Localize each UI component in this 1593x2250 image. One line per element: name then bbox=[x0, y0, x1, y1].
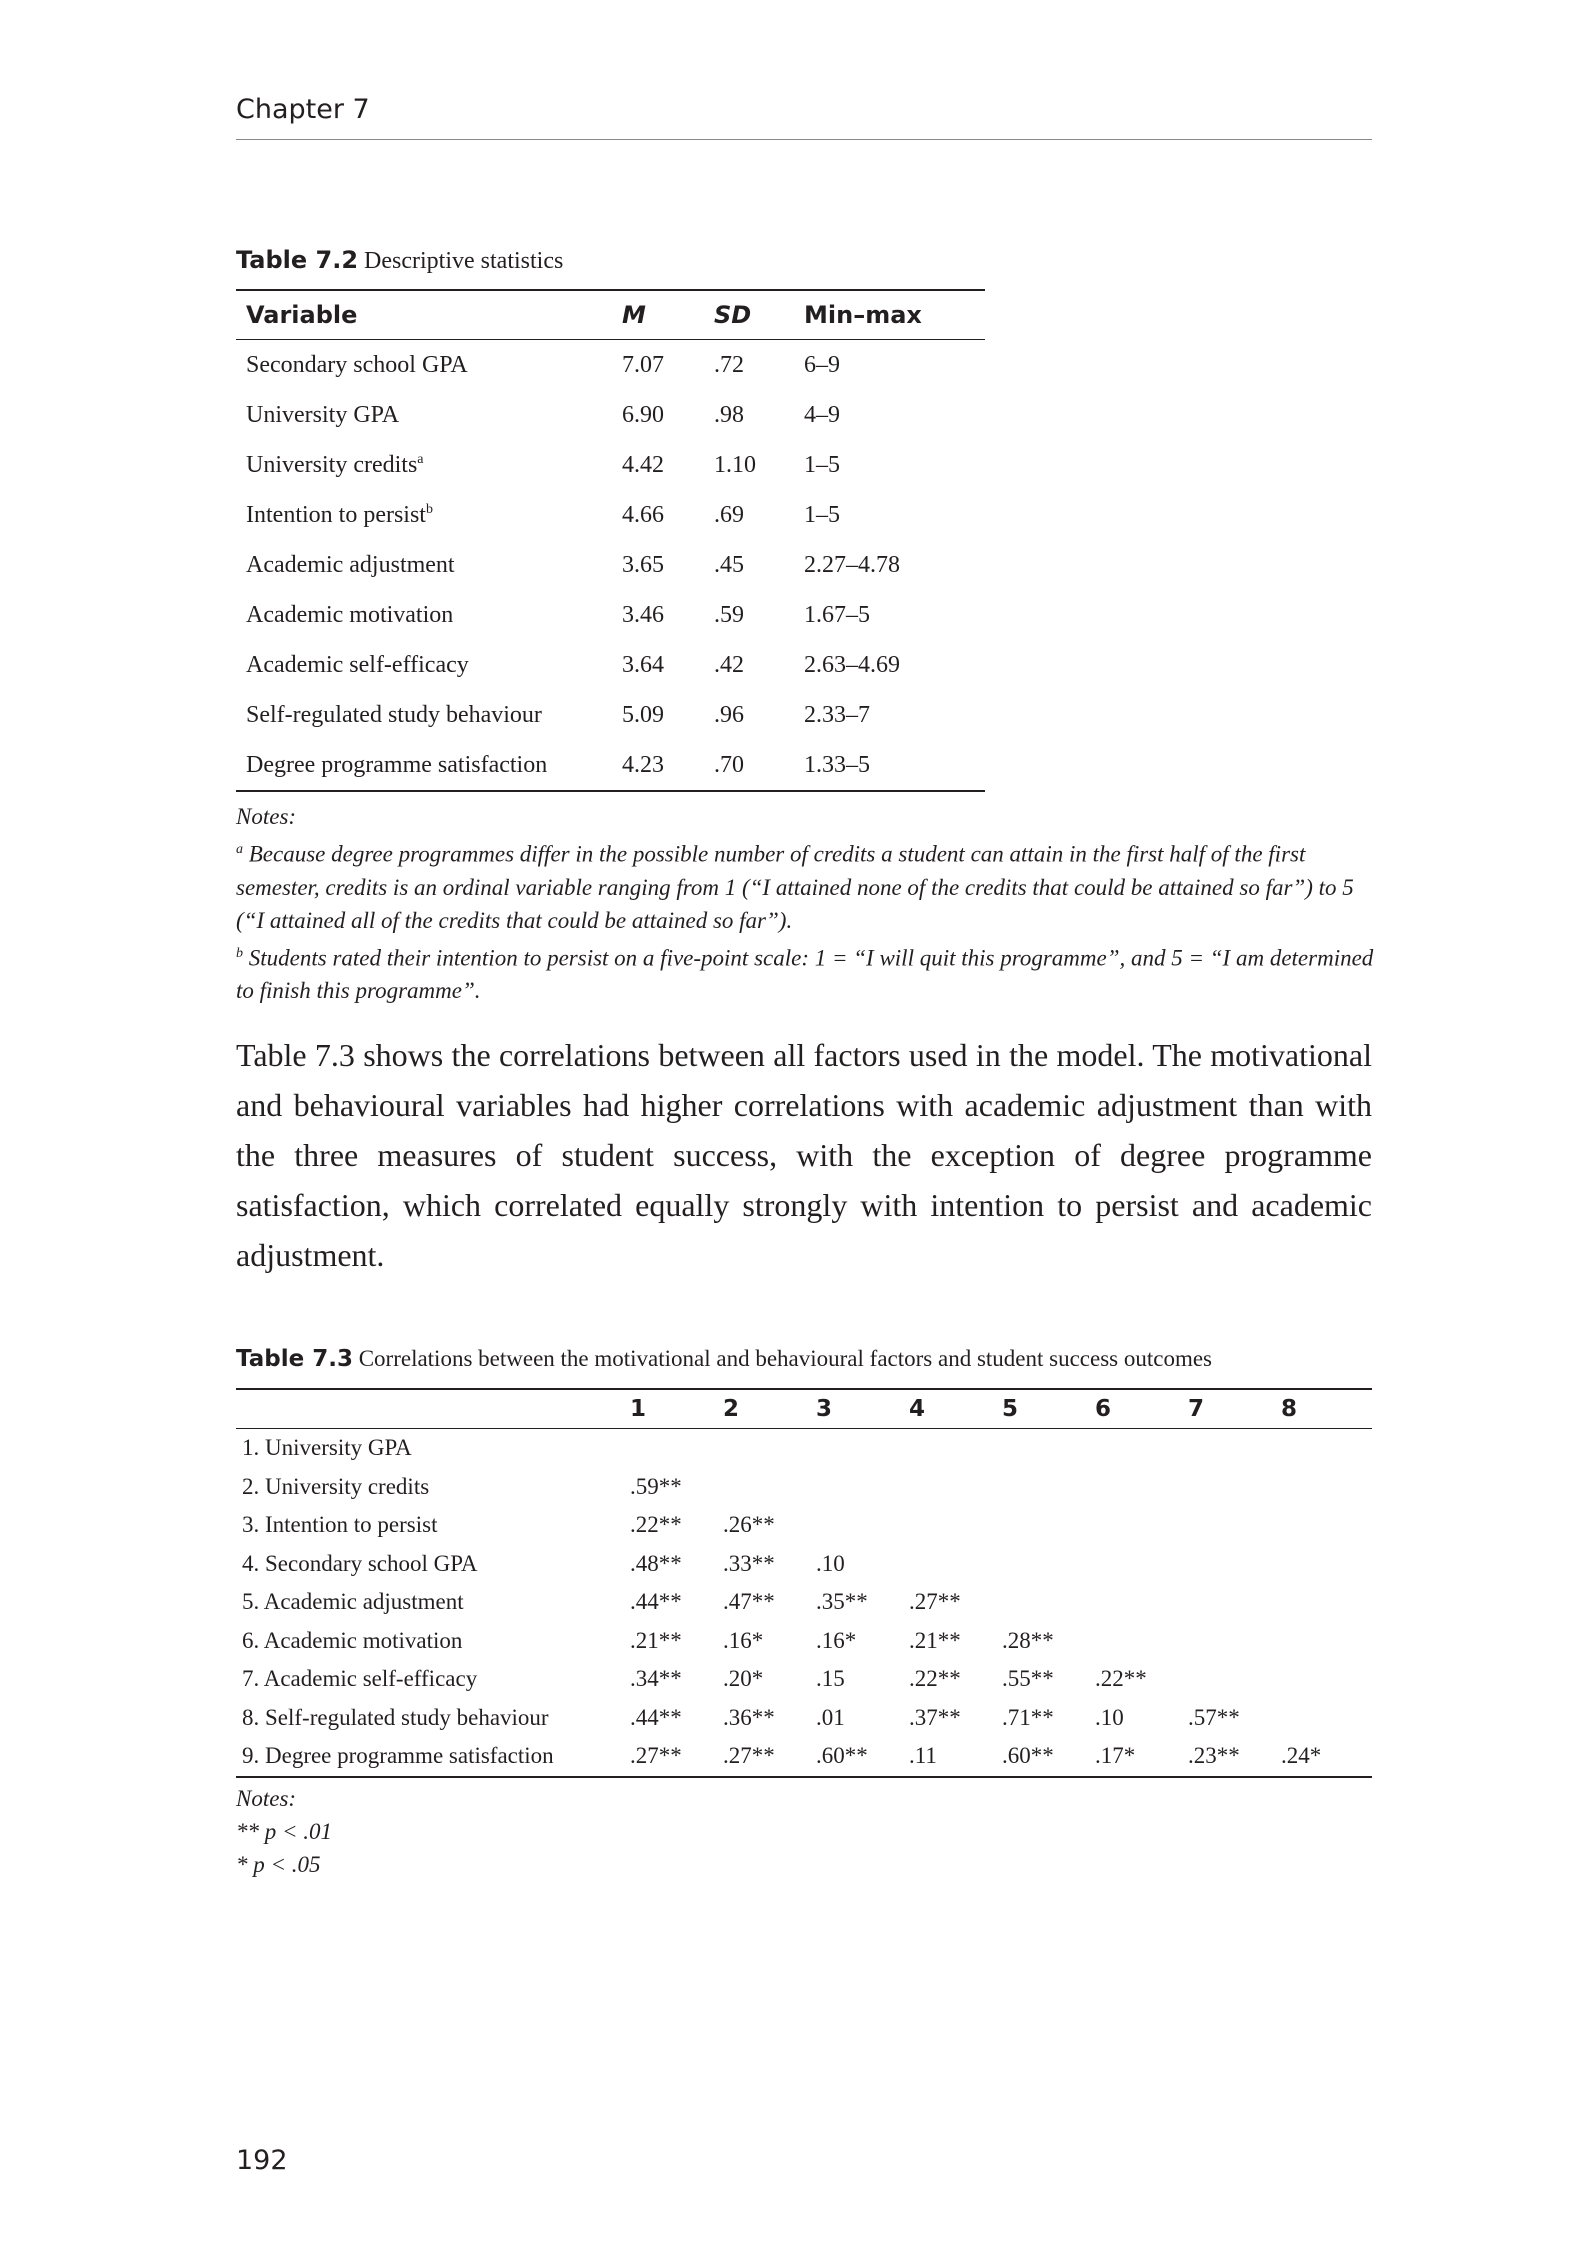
correlation-cell: .35** bbox=[816, 1589, 868, 1615]
correlation-cell: .44** bbox=[630, 1589, 682, 1615]
correlation-cell bbox=[1188, 1583, 1281, 1622]
correlation-cell: .11 bbox=[909, 1743, 937, 1769]
correlation-cell bbox=[1281, 1506, 1372, 1545]
correlation-cell: .71** bbox=[1002, 1704, 1054, 1730]
column-header-min-max: Min–max bbox=[804, 290, 985, 340]
correlation-cell: .21** bbox=[630, 1627, 682, 1653]
correlation-cell: .28** bbox=[1002, 1627, 1054, 1653]
row-label-cell: 6. Academic motivation bbox=[242, 1627, 463, 1653]
correlation-cell bbox=[816, 1506, 909, 1545]
variable-cell bbox=[236, 440, 622, 490]
variable-cell: Secondary school GPA bbox=[246, 351, 468, 378]
correlation-cell: .60** bbox=[816, 1743, 868, 1769]
table-7-3-title: Correlations between the motivational and behavioural factors and student success outcomes bbox=[358, 1346, 1213, 1371]
correlation-cell: .37** bbox=[909, 1704, 961, 1730]
table-row bbox=[236, 690, 985, 740]
correlation-cell bbox=[816, 1429, 909, 1468]
correlation-cell bbox=[816, 1468, 909, 1507]
correlation-cell: .47** bbox=[723, 1589, 775, 1615]
column-header-3: 3 bbox=[816, 1389, 909, 1429]
correlation-cell bbox=[1188, 1468, 1281, 1507]
descriptive-statistics-table bbox=[236, 289, 985, 792]
table-7-2-title: Descriptive statistics bbox=[364, 248, 564, 274]
table-7-3-caption bbox=[236, 1346, 1212, 1372]
correlation-cell: .16* bbox=[816, 1627, 857, 1653]
footnote-b bbox=[236, 937, 1376, 1008]
table-row bbox=[236, 740, 985, 791]
correlation-cell bbox=[909, 1545, 1002, 1584]
row-label-cell: 8. Self-regulated study behaviour bbox=[242, 1704, 549, 1730]
sd-cell: .42 bbox=[714, 651, 744, 678]
correlation-cell: .27** bbox=[630, 1743, 682, 1769]
sd-cell: .59 bbox=[714, 601, 744, 628]
column-header-7: 7 bbox=[1188, 1389, 1281, 1429]
correlation-cell: .48** bbox=[630, 1550, 682, 1576]
correlation-cell: .15 bbox=[816, 1666, 845, 1692]
correlation-cell bbox=[909, 1468, 1002, 1507]
variable-cell: Degree programme satisfaction bbox=[246, 751, 548, 778]
row-label-cell: 3. Intention to persist bbox=[242, 1512, 438, 1538]
table-row bbox=[236, 1660, 1372, 1699]
sd-cell: .69 bbox=[714, 501, 744, 528]
footnote-a-text: Because degree programmes differ in the possible number of credits a student can attain in the first half of the first semester, credits is an ordinal variable ranging from 1 (“I attained none of the credits that could be attained so far”) to 5 (“I attained all of the credits that could be attained so far”). bbox=[236, 841, 1354, 933]
table-row bbox=[236, 1737, 1372, 1777]
correlation-cell bbox=[723, 1429, 816, 1468]
variable-cell: Academic adjustment bbox=[246, 551, 455, 578]
variable-label: Intention to persist bbox=[246, 501, 426, 528]
row-label-cell: 4. Secondary school GPA bbox=[242, 1550, 478, 1576]
mean-cell: 6.90 bbox=[622, 401, 664, 428]
footnote-b-text: Students rated their intention to persist on a five-point scale: 1 = “I will quit this programme”, and 5 = “I am determined to finish this programme”. bbox=[236, 945, 1374, 1004]
variable-cell: Self-regulated study behaviour bbox=[246, 701, 542, 728]
table-row bbox=[236, 1545, 1372, 1584]
table-7-2-caption bbox=[236, 246, 563, 275]
table-7-2-label: Table 7.2 bbox=[236, 246, 359, 274]
min-max-cell: 2.63–4.69 bbox=[804, 651, 900, 678]
correlation-cell bbox=[1188, 1506, 1281, 1545]
row-label-cell: 9. Degree programme satisfaction bbox=[242, 1743, 554, 1769]
variable-cell bbox=[236, 490, 622, 540]
correlation-cell: .01 bbox=[816, 1704, 845, 1730]
footnote-a bbox=[236, 833, 1376, 937]
correlation-cell bbox=[1002, 1429, 1095, 1468]
table-7-3-notes bbox=[236, 1782, 1376, 1881]
correlations-table bbox=[236, 1388, 1372, 1778]
correlation-cell: .10 bbox=[816, 1550, 845, 1576]
mean-cell: 4.66 bbox=[622, 501, 664, 528]
table-row bbox=[236, 1583, 1372, 1622]
correlation-cell bbox=[1188, 1545, 1281, 1584]
correlation-cell bbox=[1095, 1468, 1188, 1507]
correlation-cell bbox=[1095, 1622, 1188, 1661]
footnote-mark-b: b bbox=[425, 501, 433, 517]
correlation-cell bbox=[1002, 1545, 1095, 1584]
correlation-cell: .33** bbox=[723, 1550, 775, 1576]
table-7-3-label: Table 7.3 bbox=[236, 1346, 353, 1372]
correlation-cell: .59** bbox=[630, 1473, 682, 1499]
correlation-cell bbox=[1281, 1583, 1372, 1622]
correlation-cell bbox=[1002, 1468, 1095, 1507]
running-header bbox=[236, 92, 1372, 140]
correlation-cell bbox=[909, 1506, 1002, 1545]
table-row bbox=[236, 440, 985, 490]
row-label-cell: 7. Academic self-efficacy bbox=[242, 1666, 478, 1692]
table-row bbox=[236, 1468, 1372, 1507]
correlation-cell: .27** bbox=[723, 1743, 775, 1769]
mean-cell: 3.46 bbox=[622, 601, 664, 628]
table-row bbox=[236, 640, 985, 690]
correlation-cell: .10 bbox=[1095, 1704, 1124, 1730]
significance-note-05: * p < .05 bbox=[236, 1852, 321, 1877]
correlation-cell bbox=[1188, 1429, 1281, 1468]
column-header-blank bbox=[236, 1389, 630, 1429]
body-paragraph: Table 7.3 shows the correlations between all factors used in the model. The motivational and behavioural variables had higher correlations with academic adjustment than with the three measures of student success, with the exception of degree programme satisfaction, which correlated equally strongly with intention to persist and academic adjustment. bbox=[236, 1037, 1372, 1273]
table-row bbox=[236, 1622, 1372, 1661]
correlation-cell: .22** bbox=[630, 1512, 682, 1538]
footnote-mark-a: a bbox=[417, 451, 424, 467]
footnote-a-mark: a bbox=[236, 842, 243, 857]
min-max-cell: 4–9 bbox=[804, 401, 840, 428]
correlation-cell bbox=[1281, 1622, 1372, 1661]
sd-cell: .72 bbox=[714, 351, 744, 378]
correlation-cell: .55** bbox=[1002, 1666, 1054, 1692]
column-header-2: 2 bbox=[723, 1389, 816, 1429]
row-label-cell: 5. Academic adjustment bbox=[242, 1589, 464, 1615]
sd-cell: .45 bbox=[714, 551, 744, 578]
mean-cell: 4.42 bbox=[622, 451, 664, 478]
correlation-cell: .16* bbox=[723, 1627, 764, 1653]
correlation-cell: .21** bbox=[909, 1627, 961, 1653]
correlation-cell bbox=[723, 1468, 816, 1507]
correlation-cell bbox=[1281, 1429, 1372, 1468]
correlation-cell bbox=[630, 1429, 723, 1468]
correlation-cell bbox=[1281, 1545, 1372, 1584]
column-header-4: 4 bbox=[909, 1389, 1002, 1429]
correlation-cell bbox=[1281, 1660, 1372, 1699]
correlation-cell: .26** bbox=[723, 1512, 775, 1538]
table-row bbox=[236, 390, 985, 440]
correlation-cell bbox=[1002, 1506, 1095, 1545]
column-header-8: 8 bbox=[1281, 1389, 1372, 1429]
table-row bbox=[236, 490, 985, 540]
table-row bbox=[236, 540, 985, 590]
variable-label: University credits bbox=[246, 451, 418, 478]
mean-cell: 3.65 bbox=[622, 551, 664, 578]
chapter-label: Chapter 7 bbox=[236, 94, 370, 125]
sd-cell: 1.10 bbox=[714, 451, 756, 478]
row-label-cell: 1. University GPA bbox=[242, 1435, 412, 1461]
mean-cell: 5.09 bbox=[622, 701, 664, 728]
variable-cell: Academic self-efficacy bbox=[246, 651, 469, 678]
column-header-sd: SD bbox=[714, 290, 804, 340]
correlation-cell bbox=[1095, 1545, 1188, 1584]
min-max-cell: 2.33–7 bbox=[804, 701, 870, 728]
correlation-cell: .34** bbox=[630, 1666, 682, 1692]
page-number: 192 bbox=[236, 2145, 288, 2176]
row-label-cell: 2. University credits bbox=[242, 1473, 430, 1499]
correlation-cell: .22** bbox=[1095, 1666, 1147, 1692]
variable-cell: Academic motivation bbox=[246, 601, 454, 628]
table-row bbox=[236, 590, 985, 640]
min-max-cell: 6–9 bbox=[804, 351, 840, 378]
correlation-cell: .22** bbox=[909, 1666, 961, 1692]
notes-heading: Notes: bbox=[236, 1786, 297, 1811]
sd-cell: .70 bbox=[714, 751, 744, 778]
column-header-variable: Variable bbox=[236, 290, 622, 340]
table-row bbox=[236, 1429, 1372, 1468]
correlation-cell: .23** bbox=[1188, 1743, 1240, 1769]
correlation-cell: .27** bbox=[909, 1589, 961, 1615]
column-header-5: 5 bbox=[1002, 1389, 1095, 1429]
correlation-cell: .17* bbox=[1095, 1743, 1136, 1769]
mean-cell: 4.23 bbox=[622, 751, 664, 778]
correlation-cell: .20* bbox=[723, 1666, 764, 1692]
correlation-cell: .60** bbox=[1002, 1743, 1054, 1769]
column-header-6: 6 bbox=[1095, 1389, 1188, 1429]
correlation-cell bbox=[1281, 1699, 1372, 1738]
table-row bbox=[236, 1699, 1372, 1738]
correlation-cell: .36** bbox=[723, 1704, 775, 1730]
table-header-row bbox=[236, 1389, 1372, 1429]
column-header-mean: M bbox=[622, 290, 714, 340]
table-header-row bbox=[236, 290, 985, 340]
correlation-cell bbox=[1188, 1622, 1281, 1661]
column-header-1: 1 bbox=[630, 1389, 723, 1429]
correlation-cell: .44** bbox=[630, 1704, 682, 1730]
min-max-cell: 2.27–4.78 bbox=[804, 551, 900, 578]
min-max-cell: 1.33–5 bbox=[804, 751, 870, 778]
significance-note-01: ** p < .01 bbox=[236, 1819, 333, 1844]
correlation-cell bbox=[1095, 1583, 1188, 1622]
mean-cell: 7.07 bbox=[622, 351, 664, 378]
footnote-b-mark: b bbox=[236, 945, 243, 961]
sd-cell: .98 bbox=[714, 401, 744, 428]
min-max-cell: 1–5 bbox=[804, 501, 840, 528]
min-max-cell: 1.67–5 bbox=[804, 601, 870, 628]
notes-heading: Notes: bbox=[236, 804, 297, 829]
correlation-cell bbox=[1002, 1583, 1095, 1622]
correlation-cell bbox=[1095, 1429, 1188, 1468]
sd-cell: .96 bbox=[714, 701, 744, 728]
mean-cell: 3.64 bbox=[622, 651, 664, 678]
table-row bbox=[236, 340, 985, 391]
correlation-cell: .24* bbox=[1281, 1743, 1322, 1769]
correlation-cell bbox=[1281, 1468, 1372, 1507]
correlation-cell bbox=[1188, 1660, 1281, 1699]
table-row bbox=[236, 1506, 1372, 1545]
correlation-cell bbox=[1095, 1506, 1188, 1545]
correlation-cell: .57** bbox=[1188, 1704, 1240, 1730]
variable-cell: University GPA bbox=[246, 401, 400, 428]
correlation-cell bbox=[909, 1429, 1002, 1468]
min-max-cell: 1–5 bbox=[804, 451, 840, 478]
table-7-2-notes bbox=[236, 800, 1376, 1007]
